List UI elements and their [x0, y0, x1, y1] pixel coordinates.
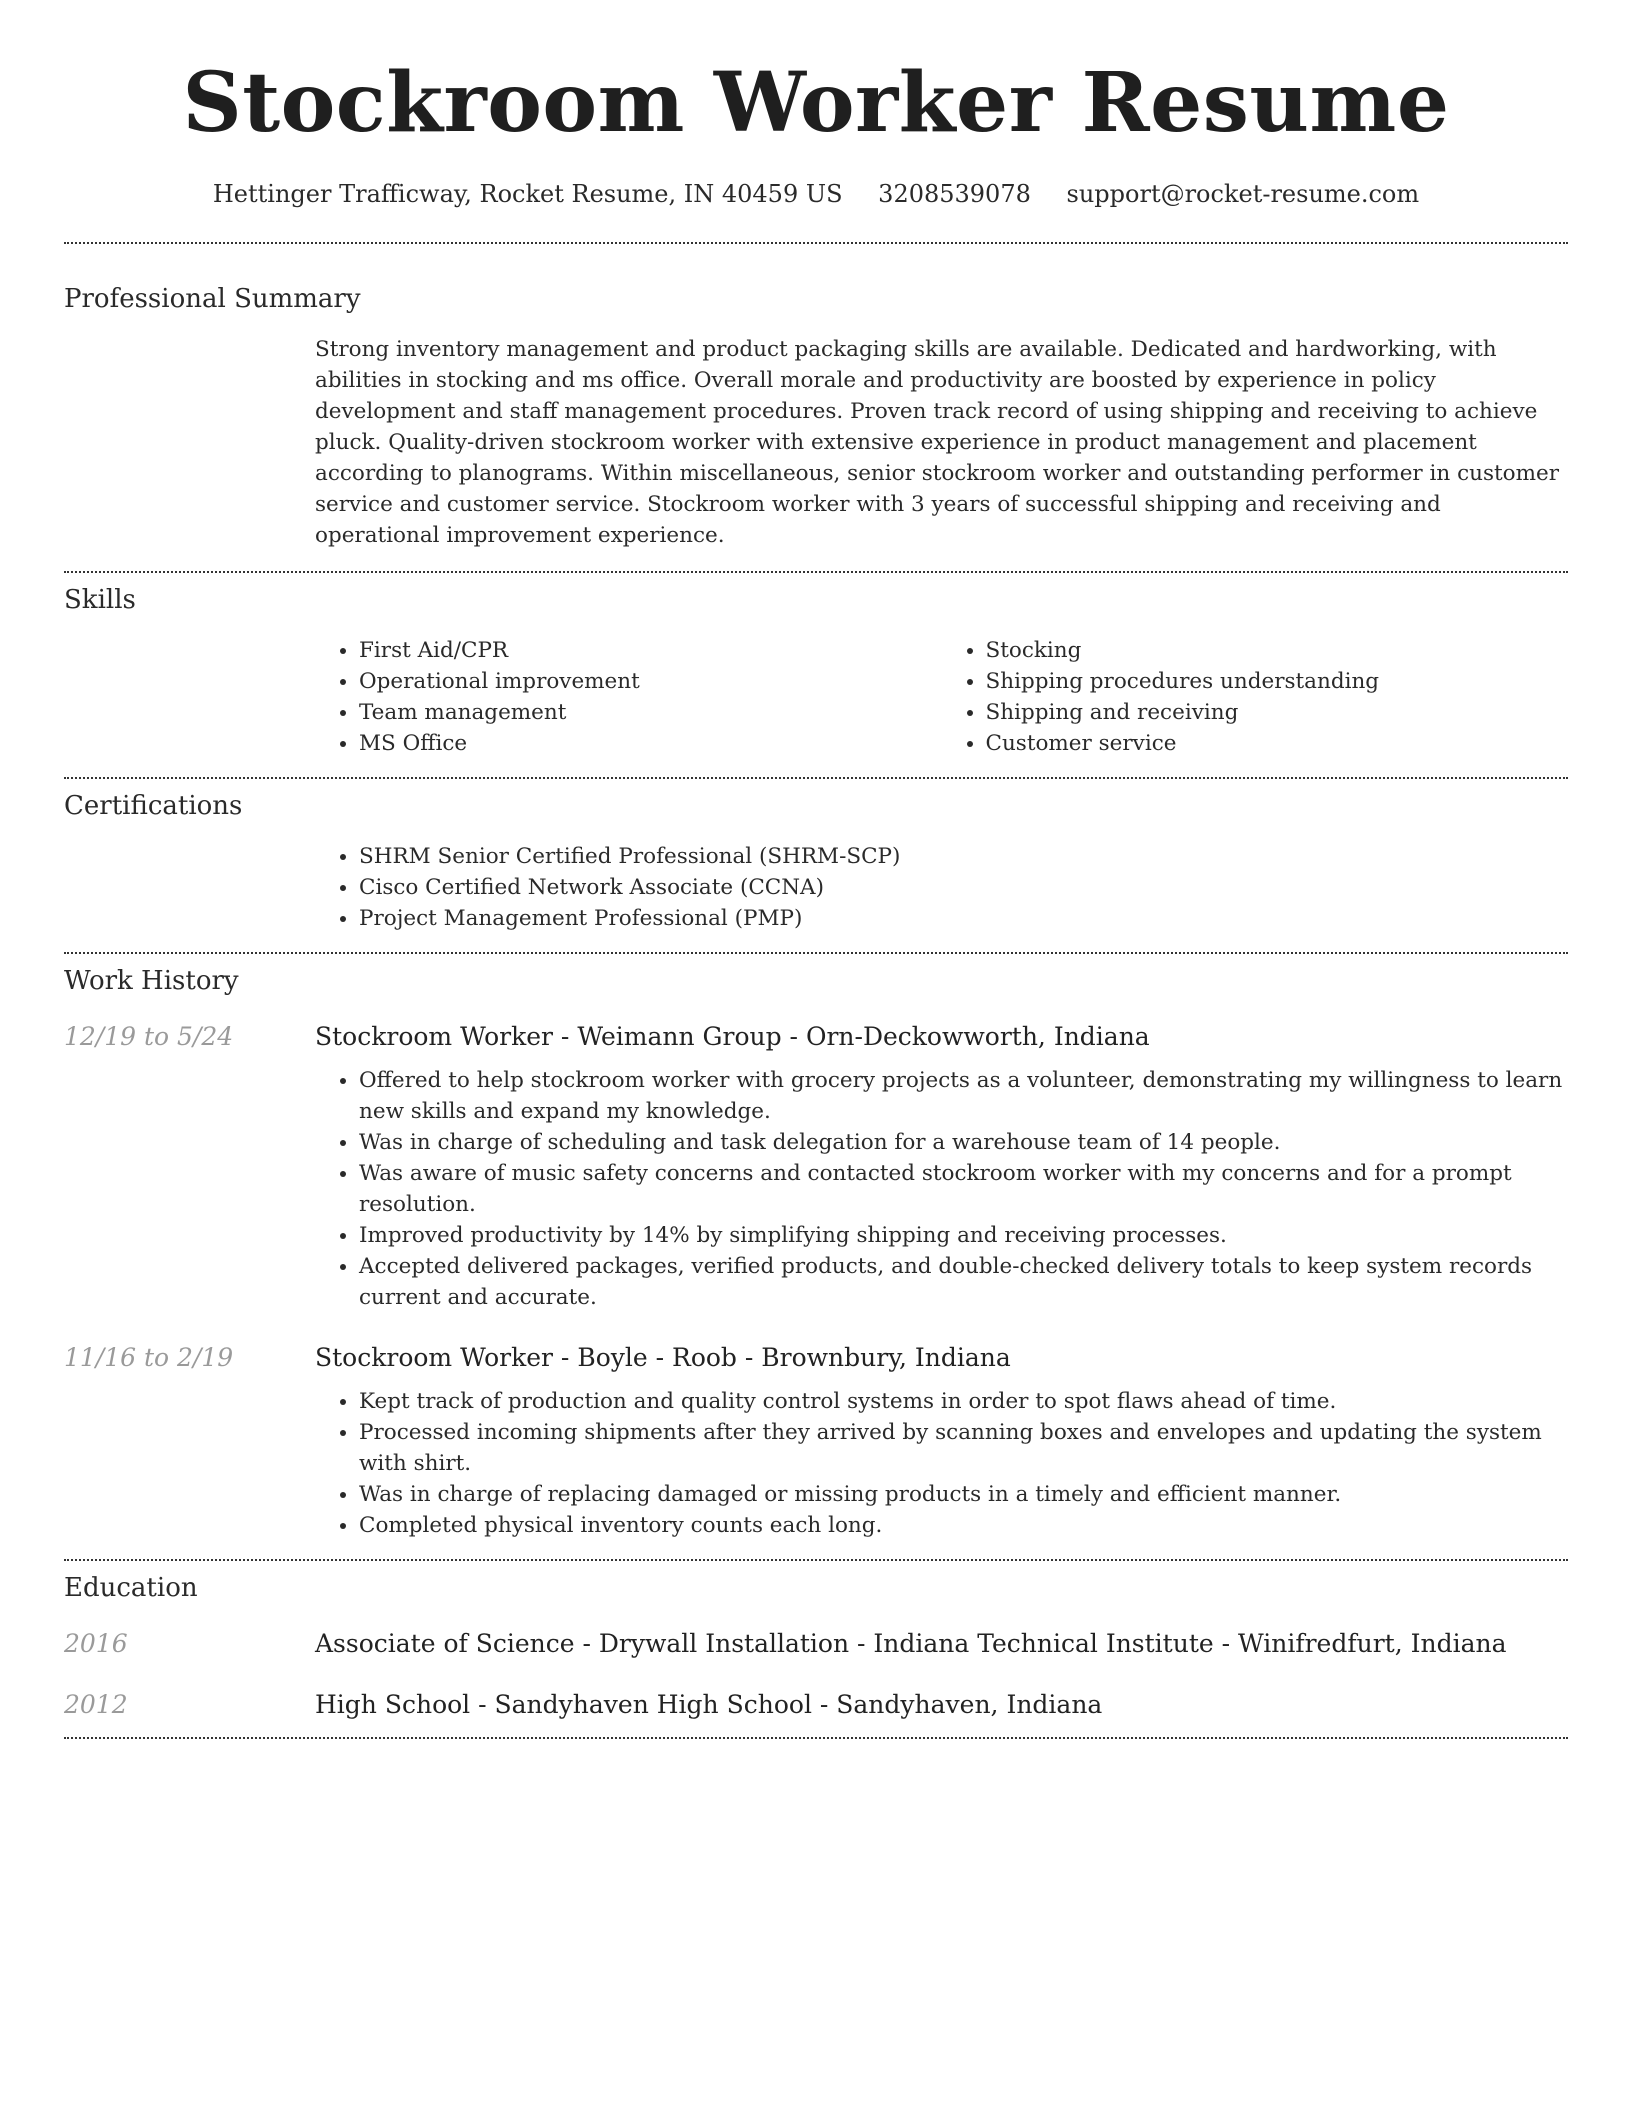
- job-title: Stockroom Worker: [315, 1022, 553, 1051]
- skills-heading: Skills: [64, 585, 136, 615]
- education-entry: [64, 1629, 1568, 1658]
- job-bullets: [315, 1065, 1568, 1313]
- contact-phone: 3208539078: [878, 180, 1031, 208]
- skills-section: [64, 573, 1568, 759]
- certifications-section: [64, 779, 1568, 934]
- contact-address: Hettinger Trafficway, Rocket Resume, IN 40459 US: [212, 180, 843, 208]
- work-section: [64, 954, 1568, 1541]
- job-header: [64, 1022, 1568, 1051]
- skill-item: • MS Office: [359, 728, 942, 759]
- skill-item: • First Aid/CPR: [359, 635, 942, 666]
- education-year: 2012: [64, 1690, 128, 1719]
- skills-list-right: [942, 635, 1569, 759]
- job-bullet: • Improved productivity by 14% by simplifying shipping and receiving processes.: [359, 1220, 1568, 1251]
- skill-item: • Operational improvement: [359, 666, 942, 697]
- skill-item: • Shipping and receiving: [986, 697, 1569, 728]
- job-employer: - Weimann Group - Orn-Deckowworth, Indiana: [552, 1022, 1150, 1051]
- skill-item: • Shipping procedures understanding: [986, 666, 1569, 697]
- job-dates: 11/16 to 2/19: [64, 1343, 234, 1372]
- skill-item: • Customer service: [986, 728, 1569, 759]
- certifications-heading: Certifications: [64, 791, 243, 821]
- certification-item: • Project Management Professional (PMP): [359, 903, 1568, 934]
- education-heading: Education: [64, 1573, 198, 1603]
- education-school: - Indiana Technical Institute - Winifredfurt, Indiana: [849, 1629, 1507, 1658]
- education-school: - Sandyhaven High School - Sandyhaven, Indiana: [470, 1690, 1103, 1719]
- job-title: Stockroom Worker: [315, 1343, 553, 1372]
- job-employer: - Boyle - Roob - Brownbury, Indiana: [552, 1343, 1011, 1372]
- work-heading: Work History: [64, 966, 239, 996]
- skills-list-left: [315, 635, 942, 759]
- certification-item: • Cisco Certified Network Associate (CCNA): [359, 872, 1568, 903]
- education-year: 2016: [64, 1629, 128, 1658]
- contact-line: [64, 178, 1568, 210]
- summary-text: Strong inventory management and product packaging skills are available. Dedicated and hardworking, with abilities in stocking and ms office. Overall morale and productivity are boosted by experience in policy development and staff management procedures. Proven track record of using shipping and receiving to achieve pluck. Quality-driven stockroom worker with extensive experience in product management and placement according to planograms. Within miscellaneous, senior stockroom worker and outstanding performer in customer service and customer service. Stockroom worker with 3 years of successful shipping and receiving and operational improvement experience.: [315, 337, 1559, 548]
- job-bullet: • Processed incoming shipments after they arrived by scanning boxes and envelopes and updating the system with shirt.: [359, 1417, 1568, 1479]
- job-bullet: • Was in charge of replacing damaged or missing products in a timely and efficient manner.: [359, 1479, 1568, 1510]
- certifications-list: [315, 841, 1568, 934]
- job-bullets: [315, 1386, 1568, 1541]
- contact-email: support@rocket-resume.com: [1066, 180, 1420, 208]
- job-bullet: • Accepted delivered packages, verified products, and double-checked delivery totals to keep system records current and accurate.: [359, 1251, 1568, 1313]
- education-entry: [64, 1690, 1568, 1719]
- resume-page: [64, 0, 1568, 1739]
- resume-title: Stockroom Worker Resume: [182, 55, 1450, 151]
- job-bullet: • Kept track of production and quality control systems in order to spot flaws ahead of time.: [359, 1386, 1568, 1417]
- skill-item: • Team management: [359, 697, 942, 728]
- skill-item: • Stocking: [986, 635, 1569, 666]
- job-bullet: • Was aware of music safety concerns and contacted stockroom worker with my concerns and for a prompt resolution.: [359, 1158, 1568, 1220]
- education-degree: High School: [315, 1690, 471, 1719]
- summary-section: [64, 244, 1568, 551]
- education-degree: Associate of Science - Drywall Installation: [315, 1629, 850, 1658]
- summary-heading: Professional Summary: [64, 284, 361, 314]
- job-bullet: • Offered to help stockroom worker with grocery projects as a volunteer, demonstrating my willingness to learn new skills and expand my knowledge.: [359, 1065, 1568, 1127]
- education-section: [64, 1561, 1568, 1719]
- job-header: [64, 1343, 1568, 1372]
- job-bullet: • Was in charge of scheduling and task delegation for a warehouse team of 14 people.: [359, 1127, 1568, 1158]
- divider: [64, 1737, 1568, 1739]
- job-dates: 12/19 to 5/24: [64, 1022, 234, 1051]
- certification-item: • SHRM Senior Certified Professional (SHRM-SCP): [359, 841, 1568, 872]
- job-bullet: • Completed physical inventory counts each long.: [359, 1510, 1568, 1541]
